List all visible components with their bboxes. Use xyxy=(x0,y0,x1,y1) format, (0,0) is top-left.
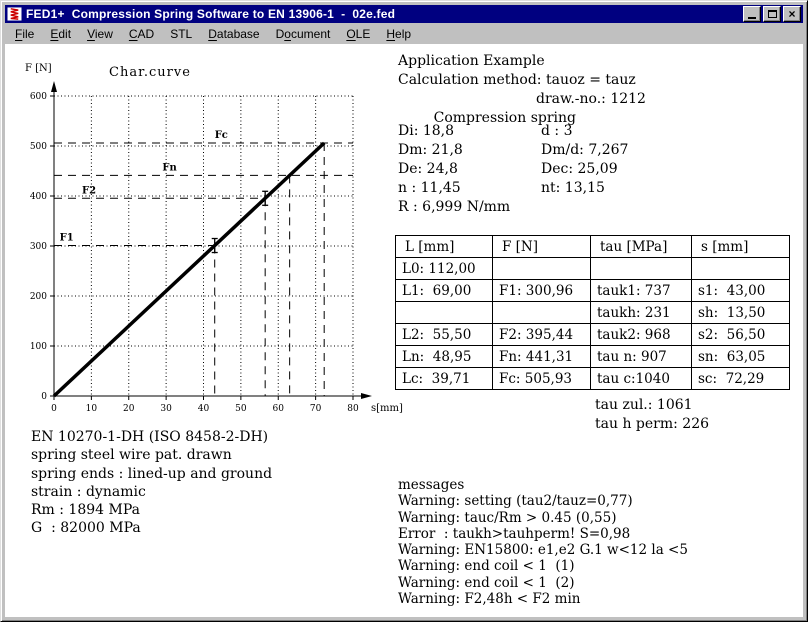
table-cell xyxy=(493,258,591,280)
menu-item-edit[interactable]: Edit xyxy=(50,26,72,41)
table-cell: tau c:1040 xyxy=(591,368,692,390)
column-header: s [mm] xyxy=(692,236,790,258)
material-line: spring ends : lined-up and ground xyxy=(31,465,273,482)
material-line: EN 10270-1-DH (ISO 8458-2-DH) xyxy=(31,429,269,445)
spring-params-right xyxy=(541,122,628,198)
messages-title: messages xyxy=(398,477,465,493)
material-block xyxy=(31,428,272,538)
window-controls xyxy=(743,6,801,22)
table-cell: s1: 43,00 xyxy=(692,280,790,302)
svg-text:0: 0 xyxy=(51,404,57,414)
messages-lines xyxy=(398,493,688,607)
table-cell xyxy=(692,258,790,280)
table-row xyxy=(396,302,790,324)
menu-item-ole[interactable]: OLE xyxy=(346,26,371,41)
menu-item-document[interactable]: Document xyxy=(275,26,331,41)
svg-text:400: 400 xyxy=(29,192,47,202)
message-line: Warning: F2,48h < F2 min xyxy=(398,591,581,608)
table-cell: sc: 72,29 xyxy=(692,368,790,390)
table-cell: Ln: 48,95 xyxy=(396,346,493,368)
svg-text:70: 70 xyxy=(309,404,322,414)
svg-text:Char.curve: Char.curve xyxy=(109,65,191,80)
param-line: Di: 18,8 xyxy=(398,123,455,139)
table-row xyxy=(396,258,790,280)
table-row xyxy=(396,280,790,302)
svg-text:F2: F2 xyxy=(82,185,97,197)
table-cell: sn: 63,05 xyxy=(692,346,790,368)
maximize-button[interactable] xyxy=(763,6,781,22)
material-line: spring steel wire pat. drawn xyxy=(31,447,232,464)
svg-text:80: 80 xyxy=(347,404,359,414)
svg-text:200: 200 xyxy=(29,292,47,302)
param-line: De: 24,8 xyxy=(398,161,458,177)
table-cell: tauk2: 968 xyxy=(591,324,692,346)
svg-text:30: 30 xyxy=(160,404,172,414)
param-line: Dm: 21,8 xyxy=(398,142,463,158)
menu-item-view[interactable]: View xyxy=(87,26,113,41)
param-line: nt: 13,15 xyxy=(541,180,605,196)
param-line: d : 3 xyxy=(541,123,573,139)
tau-zul-value: tau zul.: 1061 xyxy=(595,397,693,413)
svg-text:0: 0 xyxy=(41,392,47,402)
table-cell xyxy=(396,302,493,324)
message-line: Warning: end coil < 1 (1) xyxy=(398,558,575,575)
menu-bar xyxy=(5,24,803,43)
calc-method: Calculation method: tauoz = tauz xyxy=(398,72,636,88)
maximize-icon xyxy=(768,10,777,18)
message-line: Warning: EN15800: e1,e2 G.1 w<12 la <5 xyxy=(398,542,688,559)
svg-text:600: 600 xyxy=(29,92,47,102)
table-cell: L2: 55,50 xyxy=(396,324,493,346)
table-cell: F1: 300,96 xyxy=(493,280,591,302)
table-footer xyxy=(595,396,709,433)
message-line: Warning: end coil < 1 (2) xyxy=(398,574,575,591)
close-button[interactable] xyxy=(783,6,801,22)
drawing-number: draw.-no.: 1212 xyxy=(536,91,646,107)
column-header: L [mm] xyxy=(396,236,493,258)
svg-text:F1: F1 xyxy=(59,232,74,244)
menu-item-stl[interactable]: STL xyxy=(170,26,193,41)
svg-text:10: 10 xyxy=(85,404,98,414)
close-icon: × xyxy=(788,7,796,21)
char-curve-chart xyxy=(5,44,405,444)
material-line: G : 82000 MPa xyxy=(31,520,141,537)
table-cell: L0: 112,00 xyxy=(396,258,493,280)
table-cell: s2: 56,50 xyxy=(692,324,790,346)
svg-text:60: 60 xyxy=(272,404,284,414)
svg-text:Fc: Fc xyxy=(214,130,228,142)
spring-icon xyxy=(7,7,22,21)
svg-text:F [N]: F [N] xyxy=(25,63,52,74)
results-table xyxy=(395,235,790,390)
svg-text:500: 500 xyxy=(29,142,47,152)
table-cell: Fc: 505,93 xyxy=(493,368,591,390)
table-row xyxy=(396,324,790,346)
svg-text:20: 20 xyxy=(123,404,135,414)
menu-item-database[interactable]: Database xyxy=(208,26,260,41)
svg-text:Fn: Fn xyxy=(162,162,177,174)
svg-text:100: 100 xyxy=(29,342,47,352)
table-cell xyxy=(493,302,591,324)
material-line: strain : dynamic xyxy=(31,483,146,500)
column-header: F [N] xyxy=(493,236,591,258)
menu-item-help[interactable]: Help xyxy=(386,26,412,41)
messages-block xyxy=(398,477,688,607)
info-title: Application Example xyxy=(398,53,545,69)
table-cell: F2: 395,44 xyxy=(493,324,591,346)
column-header: tau [MPa] xyxy=(591,236,692,258)
message-line: Error : taukh>tauhperm! S=0,98 xyxy=(398,525,631,542)
param-line: n : 11,45 xyxy=(398,180,461,196)
param-line: R : 6,999 N/mm xyxy=(398,199,511,215)
svg-text:50: 50 xyxy=(235,404,247,414)
minimize-button[interactable] xyxy=(743,6,761,22)
menu-item-cad[interactable]: CAD xyxy=(128,26,155,41)
window-title: FED1+ Compression Spring Software to EN 13906-1 - 02e.fed xyxy=(26,7,396,21)
table-cell: tau n: 907 xyxy=(591,346,692,368)
message-line: Warning: setting (tau2/tauz=0,77) xyxy=(398,493,633,510)
message-line: Warning: tauc/Rm > 0.45 (0,55) xyxy=(398,509,617,526)
table-cell: Lc: 39,71 xyxy=(396,368,493,390)
spring-params-left xyxy=(398,122,510,217)
table-row xyxy=(396,368,790,390)
table-cell: sh: 13,50 xyxy=(692,302,790,324)
table-cell xyxy=(591,258,692,280)
material-line: Rm : 1894 MPa xyxy=(31,502,140,519)
table-header-row xyxy=(396,236,790,258)
param-line: Dec: 25,09 xyxy=(541,161,618,177)
param-line: Dm/d: 7,267 xyxy=(541,142,629,158)
table-cell: L1: 69,00 xyxy=(396,280,493,302)
spring-type-label: Compression spring xyxy=(433,110,577,126)
svg-text:40: 40 xyxy=(197,404,210,414)
table-row xyxy=(396,346,790,368)
minimize-icon xyxy=(748,17,756,19)
table-cell: Fn: 441,31 xyxy=(493,346,591,368)
table-cell: tauk1: 737 xyxy=(591,280,692,302)
tau-h-perm-value: tau h perm: 226 xyxy=(595,415,710,432)
client-area xyxy=(5,44,803,617)
title-bar[interactable] xyxy=(5,5,803,23)
svg-text:300: 300 xyxy=(29,242,47,252)
svg-text:s[mm]: s[mm] xyxy=(371,403,403,414)
table-cell: taukh: 231 xyxy=(591,302,692,324)
menu-item-file[interactable]: File xyxy=(15,26,35,41)
